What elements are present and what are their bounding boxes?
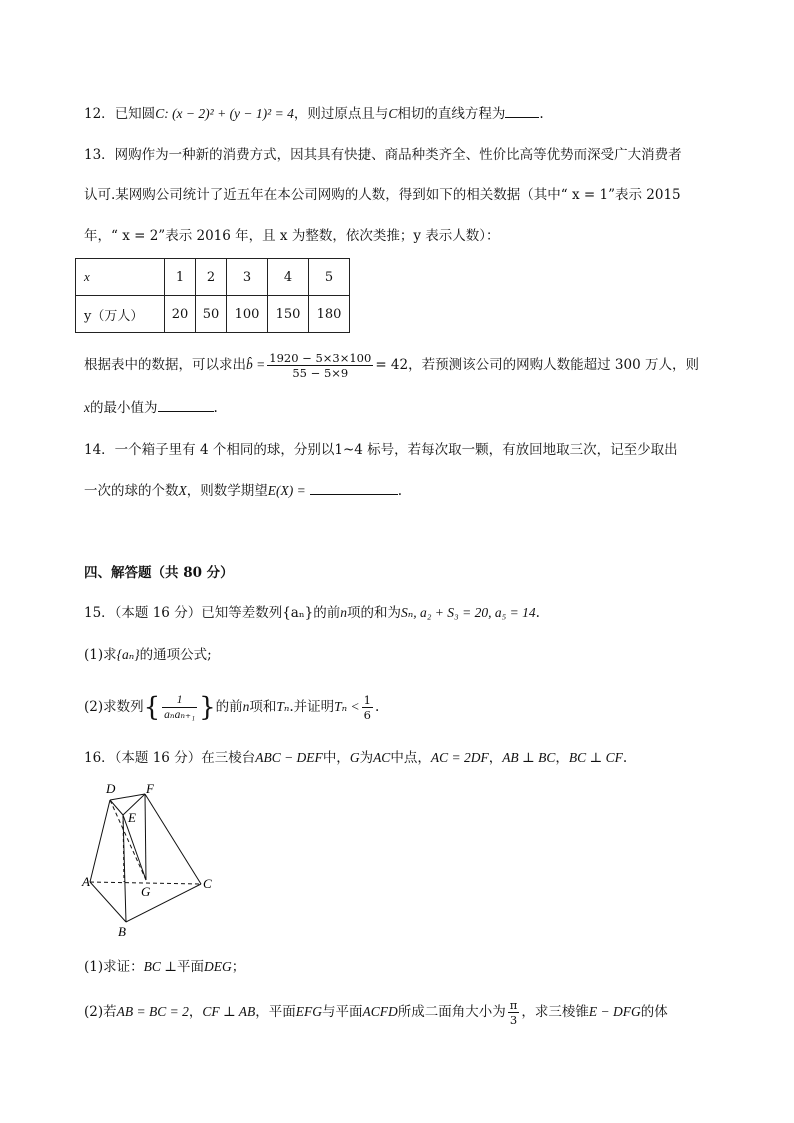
question-12: 12．已知圆C: (x − 2)² + (y − 1)² = 4，则过原点且与C相切的直线方程为 . [84, 103, 544, 124]
question-13-line-1: 13．网购作为一种新的消费方式，因其具有快捷、商品种类齐全、性价比高等优势而深受广大消费者 [84, 147, 682, 163]
question-14-line-1: 14．一个箱子里有 4 个相同的球，分别以1~4 标号，若每次取一颗，有放回地取三次，记至少取出 [84, 442, 678, 458]
edge-FG [145, 794, 146, 880]
table-row [76, 296, 350, 333]
table-row [76, 259, 350, 296]
data-table [75, 258, 350, 333]
table-cell: 20 [165, 296, 196, 333]
question-16-stem: 16．（本题 16 分）在三棱台ABC − DEF中，G为AC中点，AC = 2DF，AB ⊥ BC，BC ⊥ CF. [84, 750, 628, 766]
question-15-part-1: (1)求{aₙ}的通项公式; [84, 647, 212, 663]
answer-blank [505, 103, 539, 118]
edge-BC [126, 884, 201, 922]
edge-DE [110, 800, 123, 815]
label-A: A [82, 874, 90, 889]
label-C: C [203, 876, 212, 891]
label-E: E [128, 810, 136, 825]
question-13-line-4: 根据表中的数据，可以求出b̂ = $\frac{1920 - 5\times 3\times 100}{55 - 5\times 9}$ = 42，若预测该公司的网购人数能超过 300 万人，则 [84, 351, 699, 380]
table-cell: 3 [227, 259, 268, 296]
table-cell: 180 [309, 296, 350, 333]
table-cell: 4 [268, 259, 309, 296]
table-cell: 100 [227, 296, 268, 333]
fraction: $\frac{1920 - 5\times 3\times 100}{55 - 5\times 9}$ [269, 351, 372, 380]
edge-DA [90, 800, 110, 882]
table-cell: 2 [196, 259, 227, 296]
question-15-part-2: (2)求数列{ $\frac{1}{\text{aₙaₙ₊₁}}$ }的前n项和Tₙ.并证明Tₙ < $\frac{1}{6}$ . [84, 692, 380, 723]
question-16-part-1: (1)求证：BC ⊥平面DEG； [84, 959, 246, 975]
edge-FC [145, 794, 201, 884]
question-16-part-2: (2)若AB = BC = 2，CF ⊥ AB，平面EFG与平面ACFD所成二面角大小为 $\frac{\pi}{3}$ ，求三棱锥E − DFG的体 [84, 998, 668, 1027]
table-cell: 150 [268, 296, 309, 333]
question-15-stem: 15．（本题 16 分）已知等差数列{aₙ}的前n项的和为Sₙ, a₂ + S₃ = 20, a₅ = 14. [84, 605, 540, 621]
edge-EB [123, 815, 126, 922]
section-heading: 四、解答题（共 80 分） [84, 565, 234, 581]
table-header-y: y（万人） [76, 296, 165, 333]
label-D: D [106, 781, 116, 796]
fraction: $\frac{\pi}{3}$ [509, 998, 518, 1027]
question-13-line-3: 年，“ x = 2”表示 2016 年，且 x 为整数，依次类推；y 表示人数）： [84, 228, 500, 244]
fraction: $\frac{1}{\text{aₙaₙ₊₁}}$ [164, 694, 196, 721]
frustum-figure [84, 780, 234, 940]
label-B: B [118, 924, 126, 939]
table-header-x: x [76, 259, 165, 296]
table-cell: 1 [165, 259, 196, 296]
label-F: F [146, 781, 154, 796]
answer-blank [158, 397, 214, 412]
question-13-line-5: x的最小值为 . [84, 397, 218, 418]
question-13-line-2: 认可.某网购公司统计了近五年在本公司网购的人数，得到如下的相关数据（其中“ x = 1”表示 2015 [84, 187, 681, 203]
answer-blank [310, 480, 398, 495]
question-14-line-2: 一次的球的个数X，则数学期望E(X) = . [84, 480, 402, 501]
table-cell: 50 [196, 296, 227, 333]
table-cell: 5 [309, 259, 350, 296]
fraction: $\frac{1}{6}$ [363, 693, 371, 722]
label-G: G [141, 884, 151, 899]
edge-AB [90, 882, 126, 922]
